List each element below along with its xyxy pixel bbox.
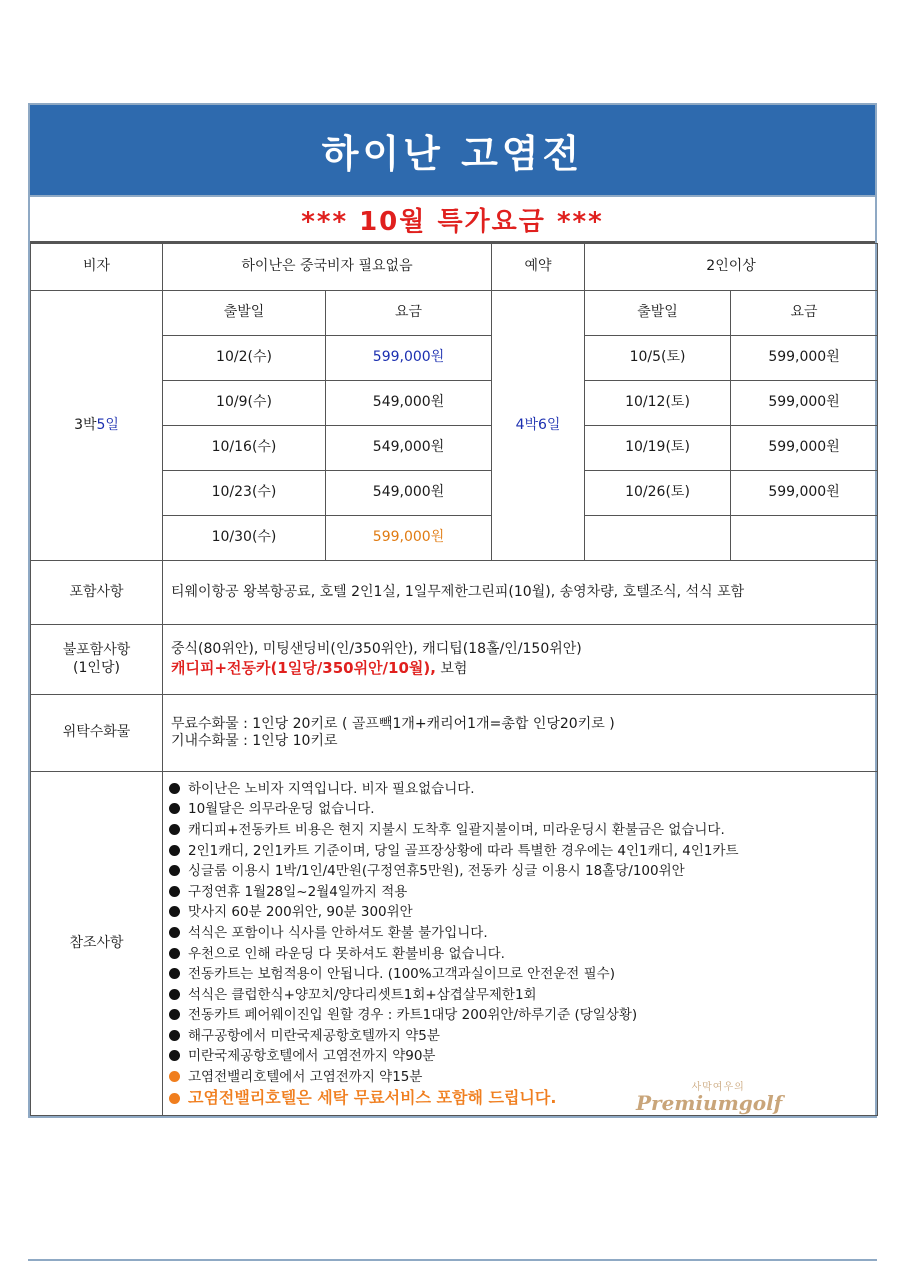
notes-label: 참조사항 — [31, 772, 163, 1116]
excluded-label-main: 불포함사항 — [62, 642, 131, 658]
note-text: 우천으로 인해 라운딩 다 못하셔도 환불비용 없습니다. — [188, 945, 505, 962]
plan-3n-suffix: 5일 — [96, 416, 119, 433]
note-text: 전동카트는 보험적용이 안됩니다. (100%고객과실이므로 안전운전 필수) — [188, 966, 615, 983]
note-text: 싱글룸 이용시 1박/1인/4만원(구정연휴5만원), 전동카 싱글 이용시 18홀당/100위안 — [188, 863, 685, 880]
bullet-icon — [169, 886, 180, 897]
baggage-line-1: 무료수화물 : 1인당 20키로 ( 골프빽1개+캐리어1개=총합 인당20키로 ) — [171, 715, 615, 732]
list-item — [169, 820, 877, 841]
excluded-line-2 — [171, 659, 877, 679]
note-text: 10월달은 의무라운딩 없습니다. — [188, 801, 375, 818]
price-value: 549,000원 — [326, 426, 492, 471]
plan-3n5d-label — [31, 291, 163, 561]
list-item — [169, 944, 877, 965]
list-item — [169, 902, 877, 923]
orange-bullet-icon — [169, 1093, 180, 1104]
bullet-icon — [169, 783, 180, 794]
list-item — [169, 964, 877, 985]
price-value: 599,000원 — [326, 336, 492, 381]
orange-bullet-icon — [169, 1071, 180, 1082]
footer-divider — [28, 1259, 877, 1261]
bullet-icon — [169, 968, 180, 979]
price-value: 549,000원 — [326, 471, 492, 516]
bullet-icon — [169, 845, 180, 856]
departure-date: 10/30(수) — [163, 516, 326, 561]
col-price: 요금 — [326, 291, 492, 336]
watermark-small-text: 사막여우의 — [691, 1082, 745, 1093]
departure-date: 10/19(토) — [585, 426, 731, 471]
note-text: 고염전밸리호텔에서 고염전까지 약15분 — [188, 1069, 423, 1086]
departure-date: 10/26(토) — [585, 471, 731, 516]
included-value: 티웨이항공 왕복항공료, 호텔 2인1실, 1일무제한그린피(10월), 송영차량, 호텔조식, 석식 포함 — [163, 561, 878, 625]
price-value: 549,000원 — [326, 381, 492, 426]
note-text: 캐디피+전동카트 비용은 현지 지불시 도착후 일괄지불이며, 미라운딩시 환불금은 없습니다. — [188, 821, 725, 838]
list-item — [169, 882, 877, 903]
note-text: 2인1캐디, 2인1카트 기준이며, 당일 골프장상황에 따라 특별한 경우에는 4인1캐디, 4인1카트 — [188, 842, 739, 859]
list-item — [169, 1046, 877, 1067]
baggage-label: 위탁수화물 — [31, 695, 163, 772]
empty-cell — [585, 516, 731, 561]
bullet-icon — [169, 1030, 180, 1041]
departure-date: 10/2(수) — [163, 336, 326, 381]
price-sheet — [28, 103, 877, 1118]
excluded-line-1: 중식(80위안), 미팅샌딩비(인/350위안), 캐디팁(18홀/인/150위안) — [171, 641, 582, 657]
watermark-big-text: Premiumgolf — [636, 1091, 783, 1115]
col-departure: 출발일 — [163, 291, 326, 336]
note-text: 석식은 클럽한식+양꼬치/양다리셋트1회+삼겹살무제한1회 — [188, 986, 537, 1003]
departure-date: 10/12(토) — [585, 381, 731, 426]
booking-label: 예약 — [492, 244, 585, 291]
list-item — [169, 841, 877, 862]
excluded-insurance: 보험 — [435, 660, 468, 677]
excluded-label-sub: (1인당) — [73, 659, 120, 676]
price-value: 599,000원 — [731, 426, 878, 471]
list-item — [169, 861, 877, 882]
list-item — [169, 923, 877, 944]
col-departure-4n: 출발일 — [585, 291, 731, 336]
note-text: 석식은 포함이나 식사를 안하셔도 환불 불가입니다. — [188, 924, 488, 941]
list-item — [169, 799, 877, 820]
price-table — [30, 243, 878, 1116]
excluded-value — [163, 625, 878, 695]
excluded-caddie-fee: 캐디피+전동카(1일당/350위안/10월), — [171, 658, 436, 677]
bullet-icon — [169, 824, 180, 835]
bullet-icon — [169, 948, 180, 959]
list-item — [169, 1026, 877, 1047]
departure-date: 10/9(수) — [163, 381, 326, 426]
bullet-icon — [169, 906, 180, 917]
list-item — [169, 985, 877, 1006]
note-text: 하이난은 노비자 지역입니다. 비자 필요없습니다. — [188, 780, 475, 797]
bullet-icon — [169, 865, 180, 876]
special-price-banner: *** 10월 특가요금 *** — [30, 197, 875, 243]
price-value: 599,000원 — [731, 381, 878, 426]
plan-4n6d-label: 4박6일 — [492, 291, 585, 561]
price-value: 599,000원 — [731, 336, 878, 381]
baggage-line-2: 기내수화물 : 1인당 10키로 — [171, 733, 338, 749]
visa-value: 하이난은 중국비자 필요없음 — [163, 244, 492, 291]
note-text: 미란국제공항호텔에서 고염전까지 약90분 — [188, 1048, 436, 1065]
page-title: 하이난 고염전 — [30, 105, 875, 197]
price-value: 599,000원 — [326, 516, 492, 561]
col-price-4n: 요금 — [731, 291, 878, 336]
included-label: 포함사항 — [31, 561, 163, 625]
bullet-icon — [169, 1050, 180, 1061]
note-highlight-text: 고염전밸리호텔은 세탁 무료서비스 포함해 드립니다. — [188, 1087, 557, 1107]
visa-label: 비자 — [31, 244, 163, 291]
bullet-icon — [169, 989, 180, 1000]
bullet-icon — [169, 927, 180, 938]
empty-cell — [731, 516, 878, 561]
departure-date: 10/5(토) — [585, 336, 731, 381]
booking-value: 2인이상 — [585, 244, 878, 291]
bullet-icon — [169, 1009, 180, 1020]
plan-3n-prefix: 3박 — [74, 416, 97, 433]
premiumgolf-watermark-logo — [636, 1083, 782, 1113]
note-text: 맛사지 60분 200위안, 90분 300위안 — [188, 904, 413, 921]
excluded-label — [31, 625, 163, 695]
baggage-value — [163, 695, 878, 772]
bullet-icon — [169, 803, 180, 814]
departure-date: 10/16(수) — [163, 426, 326, 471]
departure-date: 10/23(수) — [163, 471, 326, 516]
list-item — [169, 1005, 877, 1026]
note-text: 구정연휴 1월28일~2월4일까지 적용 — [188, 883, 408, 900]
notes-list — [163, 772, 878, 1116]
price-value: 599,000원 — [731, 471, 878, 516]
note-text: 전동카트 페어웨이진입 원할 경우 : 카트1대당 200위안/하루기준 (당일상황) — [188, 1007, 638, 1024]
list-item — [169, 779, 877, 800]
note-text: 해구공항에서 미란국제공항호텔까지 약5분 — [188, 1027, 440, 1044]
